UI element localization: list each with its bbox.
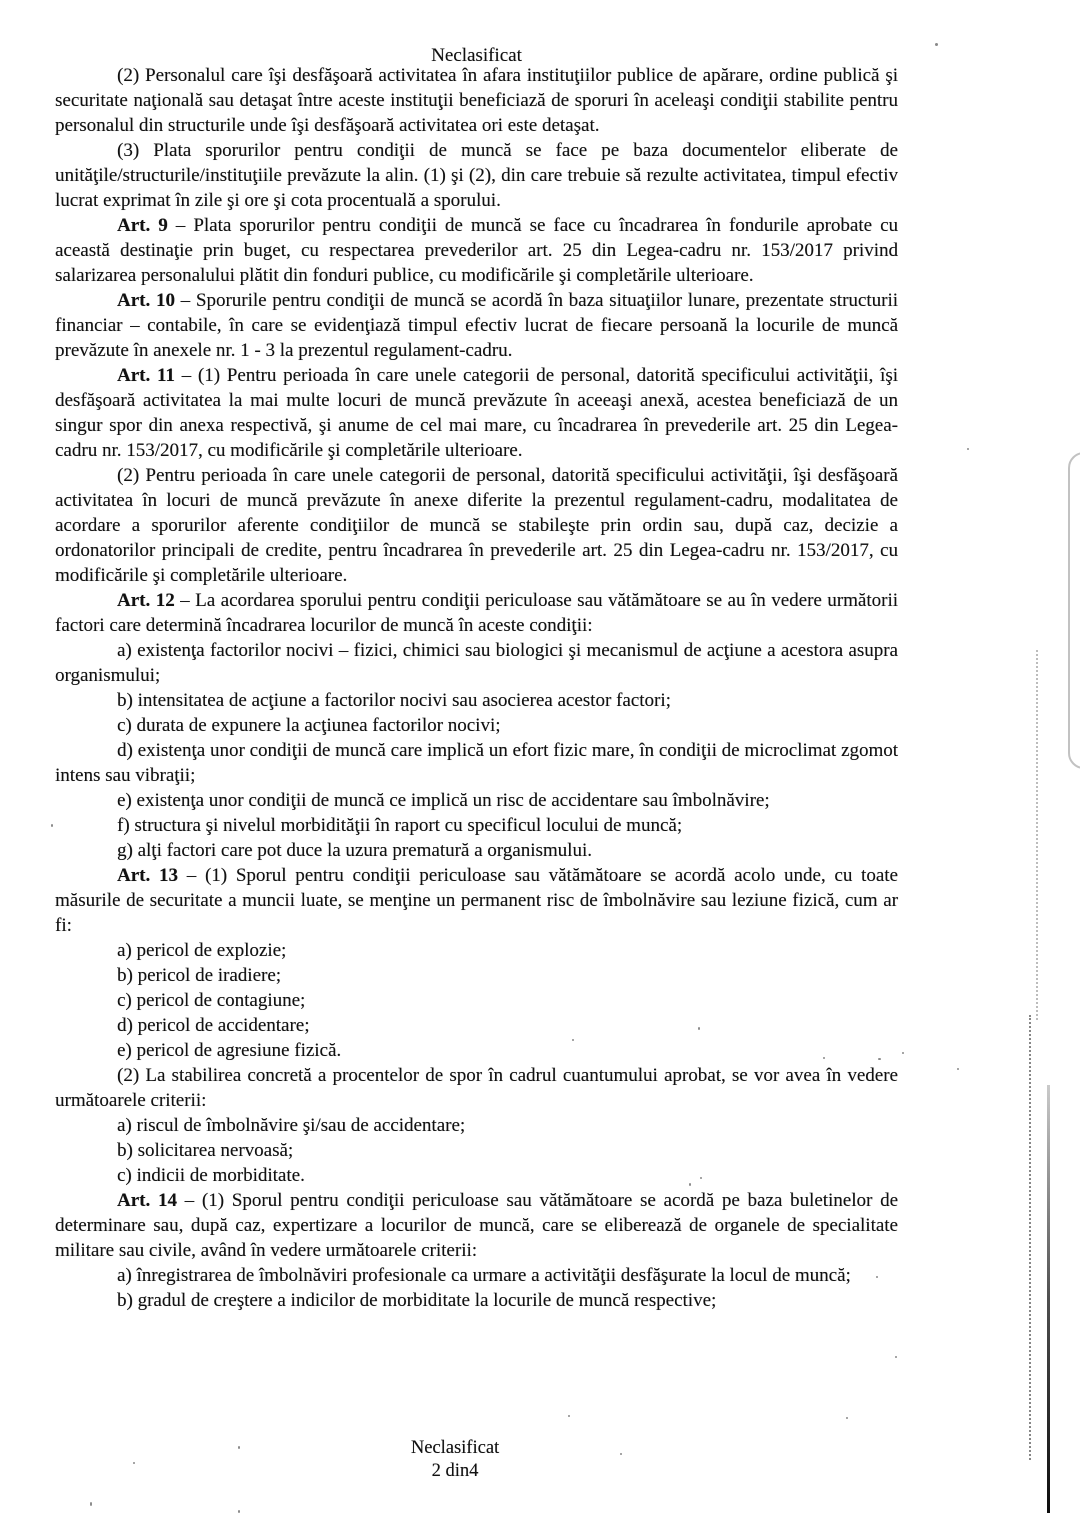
list-item	[55, 813, 898, 838]
paragraph-text: – (1) Pentru perioada în care unele categorii de personal, datorită specificului activităţii, îşi desfăşoară activitatea la mai multe locuri de muncă prevăzute în aceeaşi anexă, acestea beneficiază de un singur spor din anexa respectivă, şi anume de cel mai mare, cu încadrarea în prevederile art. 25 din Legea-cadru nr. 153/2017, cu modificările şi completările ulterioare.	[55, 365, 898, 461]
list-item	[55, 688, 898, 713]
classification-header: Neclasificat	[431, 45, 522, 66]
scan-speck	[846, 1417, 848, 1419]
list-item	[55, 1163, 898, 1188]
paragraph-text: e) existenţa unor condiţii de muncă ce implică un risc de accidentare sau îmbolnăvire;	[117, 790, 770, 811]
list-item	[55, 1138, 898, 1163]
article-label: Art. 11	[117, 365, 175, 386]
list-item	[55, 1263, 898, 1288]
list-item	[55, 1288, 898, 1313]
paragraph-text: b) pericol de iradiere;	[117, 965, 282, 986]
scan-speck	[700, 1177, 702, 1179]
scan-speck	[568, 1415, 570, 1417]
article-label: Art. 12	[117, 590, 175, 611]
paragraph-text: (2) Pentru perioada în care unele categorii de personal, datorită specificului activităţii, îşi desfăşoară activitatea în locuri de muncă prevăzute în anexe diferite la prezentul regulament-cadru, modalitatea de acordare a sporurilor aferente condiţiilor de muncă se stabileşte prin ordin sau, după caz, decizie a ordonatorilor principali de credite, pentru încadrarea în prevederile art. 25 din Legea-cadru nr. 153/2017, cu modificările şi completările ulterioare.	[55, 465, 898, 586]
sub-paragraph	[55, 138, 898, 213]
page-number: 2 din4	[431, 1461, 479, 1481]
list-item	[55, 738, 898, 788]
list-item	[55, 988, 898, 1013]
scan-speck	[876, 1276, 878, 1278]
scan-artifact-streak	[1047, 1085, 1050, 1513]
paragraph-text: – Sporurile pentru condiţii de muncă se acordă în baza situaţiilor lunare, prezentate structurii financiar – contabile, în care se evidenţiază timpul efectiv lucrat de fiecare persoană la locurile de muncă prevăzute în anexele nr. 1 - 3 la prezentul regulament-cadru.	[55, 290, 899, 361]
paragraph-text: (2) La stabilirea concretă a procentelor de spor în cadrul cuantumului aprobat, se vor avea în vedere următoarele criterii:	[55, 1065, 898, 1111]
paragraph-text: – (1) Sporul pentru condiţii periculoase sau vătămătoare se acordă pe baza buletinelor de determinare sau, după caz, expertizare a locurilor de muncă, care se eliberează de organele de specialitate militare sau civile, având în vedere următoarele criterii:	[55, 1190, 898, 1261]
scan-speck	[902, 1052, 904, 1054]
list-item	[55, 963, 898, 988]
paragraph-text: a) pericol de explozie;	[117, 940, 287, 961]
article-paragraph	[55, 863, 898, 938]
article-paragraph	[55, 363, 898, 463]
scan-speck	[823, 1057, 825, 1059]
paragraph-text: d) pericol de accidentare;	[117, 1015, 310, 1036]
paragraph-text: g) alţi factori care pot duce la uzura prematură a organismului.	[117, 840, 592, 861]
scan-speck	[572, 1039, 574, 1041]
list-item	[55, 713, 898, 738]
paragraph-text: b) solicitarea nervoasă;	[117, 1140, 294, 1161]
scrollbar-thumb[interactable]	[1068, 452, 1080, 769]
sub-paragraph	[55, 1063, 898, 1113]
list-item	[55, 838, 898, 863]
paragraph-text: – Plata sporurilor pentru condiţii de muncă se face cu încadrarea în fondurile aprobate cu această destinaţie prin buget, cu respectarea prevederilor art. 25 din Legea-cadru nr. 153/2017 privind salarizarea personalului plătit din fonduri publice, cu modificările şi completările ulterioare.	[55, 215, 898, 286]
article-paragraph	[55, 288, 898, 363]
paragraph-text: a) existenţa factorilor nocivi – fizici, chimici sau biologici şi mecanismul de acţiune a acestora asupra organismului;	[55, 640, 898, 686]
paragraph-text: b) intensitatea de acţiune a factorilor nocivi sau asocierea acestor factori;	[117, 690, 671, 711]
paragraph-text: – La acordarea sporului pentru condiţii periculoase sau vătămătoare se au în vedere următorii factori care determină încadrarea locurilor de muncă în aceste condiţii:	[55, 590, 898, 636]
scan-artifact-dotted-line	[1036, 650, 1038, 1020]
list-item	[55, 638, 898, 688]
scan-speck	[957, 1068, 959, 1070]
scan-speck	[51, 824, 53, 827]
list-item	[55, 1113, 898, 1138]
paragraph-text: (2) Personalul care îşi desfăşoară activitatea în afara instituţiilor publice de apărare, ordine publică şi securitate naţională sau detaşat între aceste instituţii beneficiază de sporuri în aceleaşi condiţii stabilite pentru personalul din structurile unde îşi desfăşoară activitatea ori este detaşat.	[55, 65, 898, 136]
scan-speck	[133, 1462, 135, 1464]
scan-speck	[878, 1058, 881, 1060]
paragraph-text: f) structura şi nivelul morbidităţii în raport cu specificul locului de muncă;	[117, 815, 683, 836]
article-paragraph	[55, 213, 898, 288]
scan-speck	[689, 1183, 691, 1186]
paragraph-text: c) indicii de morbiditate.	[117, 1165, 305, 1186]
paragraph-text: – (1) Sporul pentru condiţii periculoase sau vătămătoare se acordă acolo unde, cu toate măsurile de securitate a muncii luate, se menţine un permanent risc de îmbolnăvire sau leziune fizică, cum ar fi:	[55, 865, 898, 936]
list-item	[55, 788, 898, 813]
paragraph-text: c) durata de expunere la acţiunea factorilor nocivi;	[117, 715, 501, 736]
paragraph-text: c) pericol de contagiune;	[117, 990, 306, 1011]
scan-speck	[620, 1453, 622, 1455]
scan-speck	[238, 1446, 240, 1449]
paragraph-text: a) riscul de îmbolnăvire şi/sau de accidentare;	[117, 1115, 466, 1136]
paragraph-text: (3) Plata sporurilor pentru condiţii de muncă se face pe baza documentelor eliberate de unităţile/structurile/instituţiile prevăzute la alin. (1) şi (2), din care trebuie să rezulte activitatea, timpul efectiv lucrat exprimat în zile şi ore şi cota procentuală a sporului.	[55, 140, 898, 211]
sub-paragraph	[55, 63, 898, 138]
scan-speck	[967, 448, 969, 450]
article-label: Art. 10	[117, 290, 175, 311]
scan-artifact-dotted-line	[1029, 1015, 1031, 1460]
article-paragraph	[55, 1188, 898, 1263]
list-item	[55, 1038, 898, 1063]
list-item	[55, 1013, 898, 1038]
document-body	[55, 63, 898, 1313]
scan-speck	[935, 43, 938, 46]
paragraph-text: b) gradul de creştere a indicilor de morbiditate la locurile de muncă respective;	[117, 1290, 717, 1311]
paragraph-text: d) existenţa unor condiţii de muncă care implică un efort fizic mare, în condiţii de microclimat zgomot intens sau vibraţii;	[55, 740, 898, 786]
article-label: Art. 9	[117, 215, 168, 236]
classification-footer	[30, 1437, 880, 1483]
scan-speck	[90, 1502, 92, 1506]
sub-paragraph	[55, 463, 898, 588]
list-item	[55, 938, 898, 963]
paragraph-text: e) pericol de agresiune fizică.	[117, 1040, 342, 1061]
scan-speck	[698, 1027, 700, 1030]
footer-classification-text: Neclasificat	[410, 1438, 500, 1458]
paragraph-text: a) înregistrarea de îmbolnăviri profesionale ca urmare a activităţii desfăşurate la locul de muncă;	[117, 1265, 851, 1286]
scan-speck	[895, 1356, 897, 1358]
article-label: Art. 14	[117, 1190, 177, 1211]
article-paragraph	[55, 588, 898, 638]
article-label: Art. 13	[117, 865, 178, 886]
